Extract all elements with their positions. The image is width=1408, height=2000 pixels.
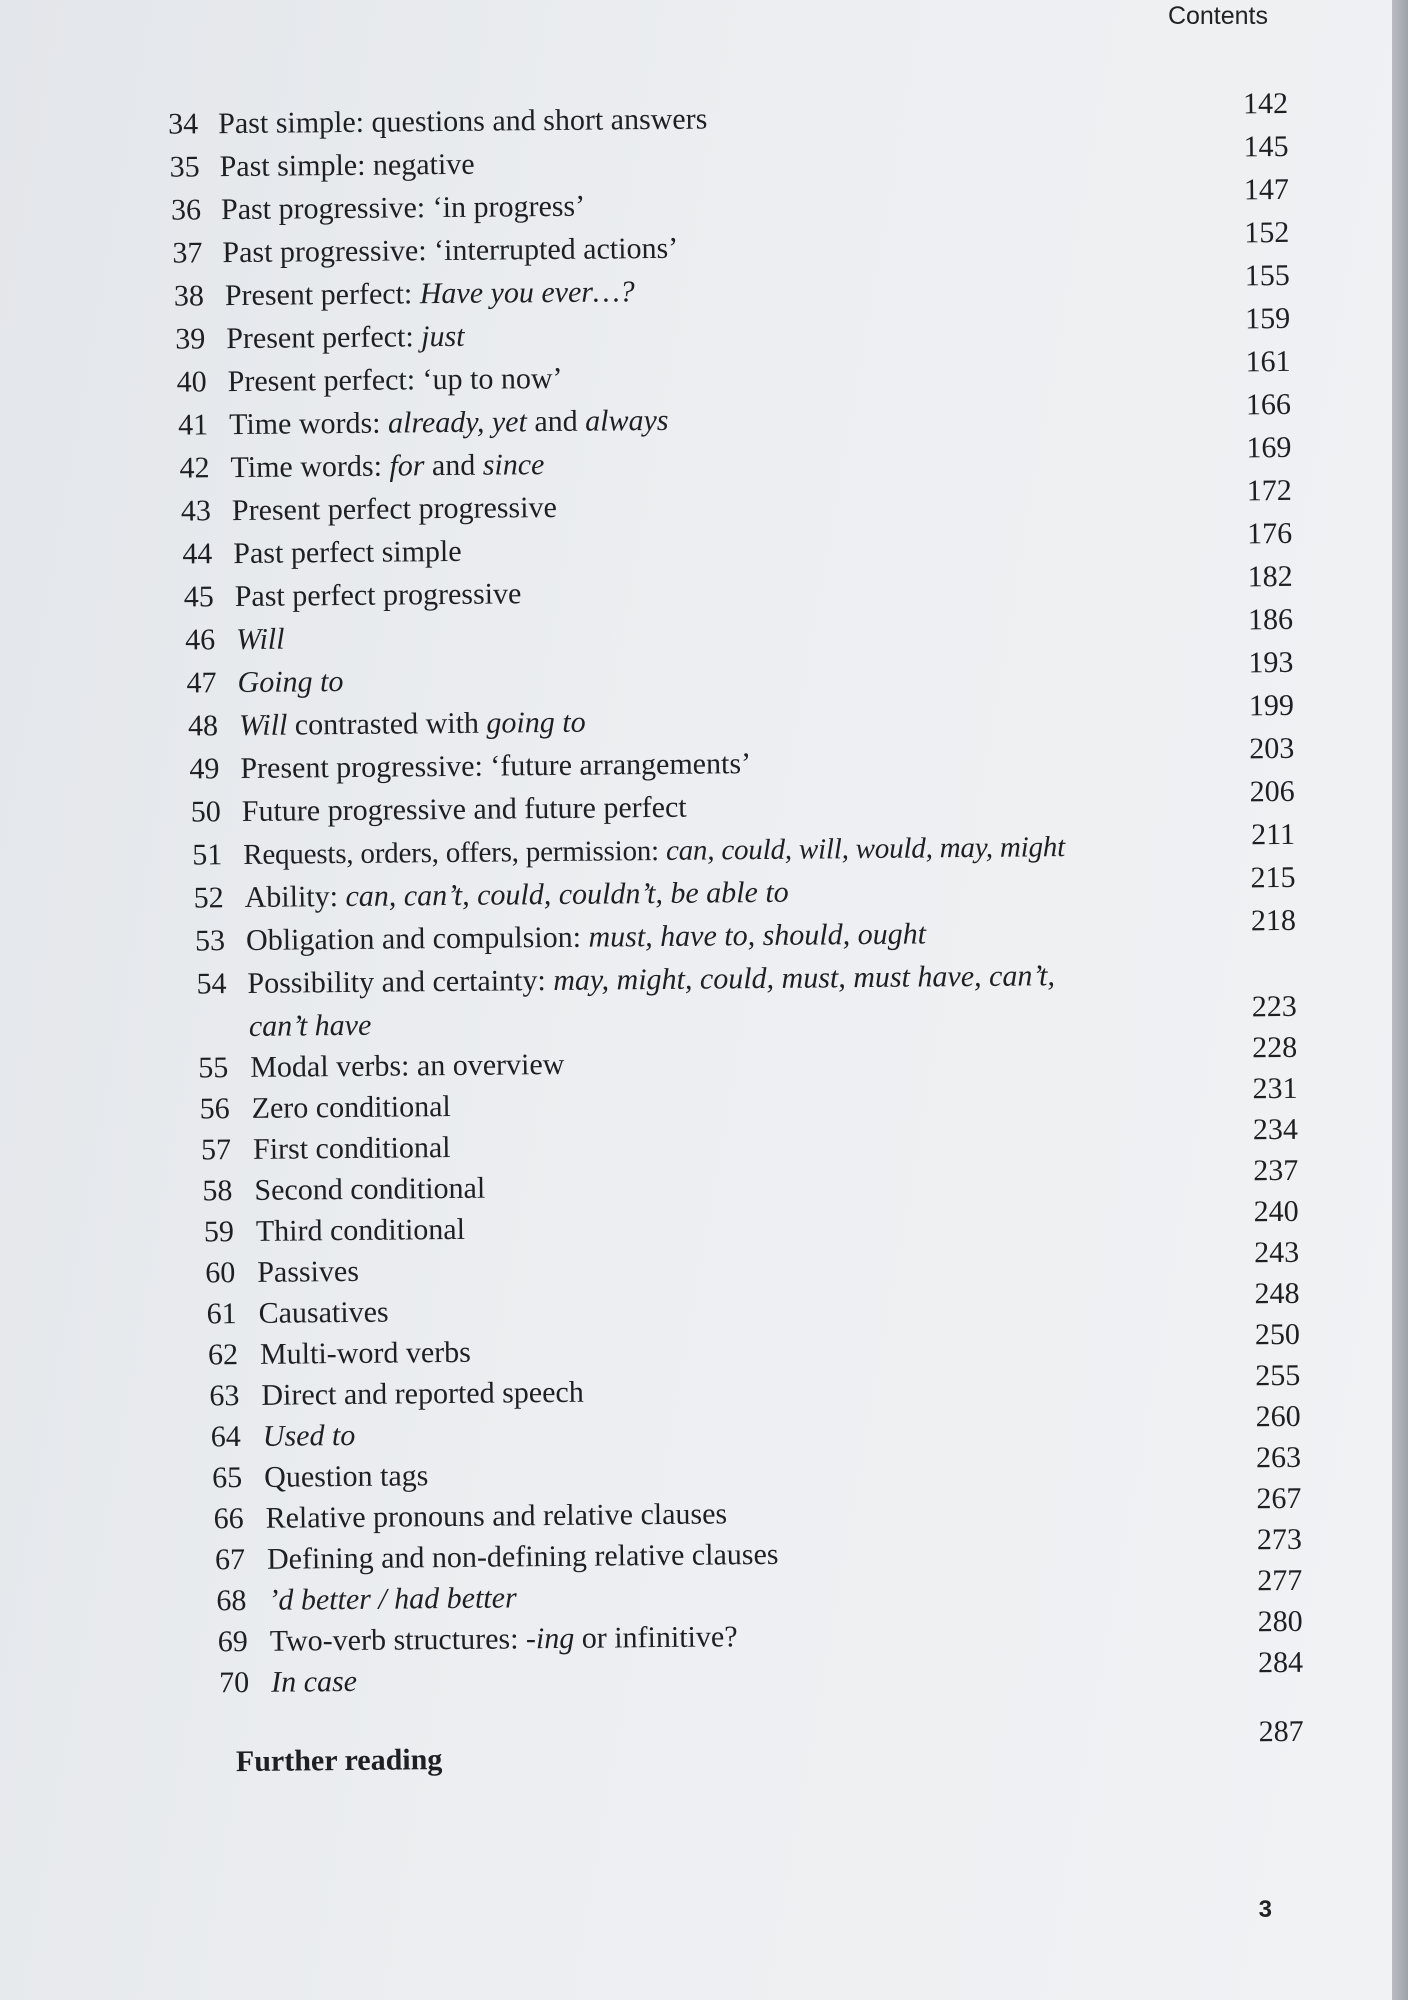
entry-page: 169 — [1246, 430, 1292, 465]
entry-number: 47 — [186, 666, 217, 700]
entry-title: Question tags — [264, 1459, 429, 1494]
toc-entry — [5, 559, 1397, 614]
entry-number: 51 — [192, 838, 223, 872]
entry-page: 243 — [1253, 1235, 1300, 1270]
entry-page: 250 — [1254, 1317, 1301, 1352]
entry-page: 159 — [1244, 301, 1291, 336]
entry-title: Second conditional — [254, 1171, 486, 1207]
entry-title: Causatives — [258, 1295, 389, 1330]
entry-page: 186 — [1247, 602, 1294, 637]
entry-title: Direct and reported speech — [261, 1375, 584, 1412]
entry-title: Requests, orders, offers, permission: can, could, will, would, may, might — [243, 831, 1066, 871]
table-of-contents — [0, 86, 1392, 1779]
entry-page: 145 — [1243, 129, 1289, 164]
toc-entry — [0, 86, 1392, 141]
entry-title: Defining and non-defining relative clauses — [266, 1537, 779, 1576]
entry-number: 45 — [183, 580, 214, 614]
toc-entry — [4, 516, 1396, 571]
entry-number: 52 — [193, 881, 224, 915]
entry-page: 240 — [1253, 1194, 1299, 1229]
entry-number: 64 — [210, 1420, 241, 1454]
entry-number: 58 — [202, 1174, 233, 1208]
entry-title: Obligation and compulsion: must, have to, should, ought — [245, 917, 927, 957]
entry-page: 166 — [1245, 387, 1292, 422]
entry-page: 223 — [1251, 989, 1297, 1024]
entry-page: 228 — [1251, 1030, 1298, 1065]
entry-page: 211 — [1251, 817, 1296, 852]
entry-title: Past progressive: ‘in progress’ — [220, 189, 586, 227]
entry-title: Possibility and certainty: may, might, could, must, must have, can’t, — [247, 959, 1056, 1000]
entry-number: 53 — [194, 924, 226, 958]
entry-title-line2: can’t have — [248, 1008, 372, 1043]
entry-title: First conditional — [252, 1131, 451, 1166]
entry-title: Past simple: questions and short answers — [218, 102, 708, 141]
entry-number: 35 — [169, 150, 200, 184]
entry-title: Time words: already, yet and always — [228, 403, 669, 442]
entry-page: 237 — [1253, 1153, 1299, 1188]
page-edge — [1392, 0, 1408, 2000]
entry-number: 42 — [179, 451, 210, 485]
entry-title-text: Present perfect: — [224, 277, 420, 313]
entry-title: Present perfect progressive — [231, 490, 557, 528]
entry-number: 50 — [190, 795, 221, 829]
entry-number: 62 — [207, 1338, 239, 1372]
further-reading-page: 287 — [1258, 1714, 1304, 1749]
entry-title: ’d better / had better — [268, 1581, 517, 1617]
entry-number: 68 — [216, 1583, 247, 1618]
entry-page: 215 — [1250, 860, 1296, 895]
toc-entry — [1, 172, 1393, 227]
entry-number: 55 — [198, 1051, 229, 1085]
toc-entry — [3, 387, 1395, 442]
page-number: 3 — [1258, 1896, 1272, 1923]
entry-number: 67 — [214, 1543, 246, 1577]
entry-page: 280 — [1257, 1604, 1303, 1639]
entry-number: 40 — [176, 365, 207, 399]
entry-page: 182 — [1247, 559, 1293, 594]
entry-title: Past perfect simple — [233, 534, 462, 571]
entry-page: 248 — [1254, 1276, 1300, 1311]
entry-page: 263 — [1255, 1440, 1302, 1475]
entry-title: Ability: can, can’t, could, couldn’t, be able to — [244, 875, 789, 914]
entry-title: Going to — [237, 665, 344, 700]
toc-entry — [2, 301, 1394, 356]
entry-title: Used to — [262, 1418, 356, 1453]
entry-number: 39 — [175, 322, 206, 356]
entry-page: 277 — [1257, 1563, 1303, 1598]
entry-title: Third conditional — [255, 1212, 466, 1248]
toc-entry — [0, 129, 1392, 184]
entry-title: Passives — [257, 1254, 360, 1289]
entry-title: Will — [236, 622, 285, 657]
entry-title: Two-verb structures: -ing or infinitive? — [269, 1620, 738, 1658]
further-reading-title: Further reading — [235, 1743, 443, 1779]
toc-entry — [1, 215, 1393, 270]
entry-number: 69 — [217, 1624, 248, 1659]
entry-number: 38 — [173, 279, 205, 313]
entry-number: 54 — [196, 967, 227, 1001]
entry-page: 155 — [1244, 258, 1290, 293]
entry-number: 41 — [177, 408, 209, 442]
entry-title: Future progressive and future perfect — [241, 790, 687, 828]
entry-page: 193 — [1248, 645, 1294, 680]
entry-title: Time words: for and since — [230, 448, 545, 485]
entry-number: 57 — [200, 1133, 232, 1167]
entry-page: 147 — [1243, 172, 1290, 207]
entry-title: Will contrasted with going to — [238, 705, 586, 743]
entry-page: 218 — [1250, 903, 1297, 938]
entry-title: Present perfect: just — [226, 319, 465, 356]
entry-title: Past progressive: ‘interrupted actions’ — [222, 231, 679, 270]
entry-number: 65 — [212, 1461, 243, 1495]
entry-number: 61 — [206, 1297, 237, 1331]
entry-page: 142 — [1242, 86, 1289, 121]
entry-title: Modal verbs: an overview — [250, 1047, 565, 1084]
entry-page: 161 — [1245, 344, 1291, 379]
entry-title: Past perfect progressive — [234, 577, 522, 614]
entry-page: 231 — [1252, 1071, 1298, 1106]
entry-title: Relative pronouns and relative clauses — [265, 1497, 728, 1535]
toc-entry — [2, 258, 1394, 313]
entry-page: 234 — [1252, 1112, 1299, 1147]
entry-number: 59 — [203, 1215, 235, 1249]
entry-number: 63 — [209, 1379, 240, 1413]
entry-number: 37 — [172, 236, 203, 270]
entry-title: Present perfect: ‘up to now’ — [227, 361, 563, 399]
toc-entry — [9, 1030, 1401, 1085]
entry-title: Zero conditional — [251, 1090, 451, 1125]
entry-title — [225, 274, 635, 314]
toc-entry-further-reading — [16, 1714, 1408, 1779]
toc-entry — [4, 473, 1396, 528]
entry-title: Past simple: negative — [219, 147, 475, 184]
entry-number: 70 — [219, 1665, 250, 1700]
entry-title-italic: Have you ever…? — [419, 275, 635, 311]
toc-entry — [3, 344, 1395, 399]
entry-page: 206 — [1249, 774, 1295, 809]
entry-title: Multi-word verbs — [259, 1335, 471, 1371]
entry-page: 172 — [1246, 473, 1292, 508]
entry-title: In case — [271, 1664, 358, 1699]
entry-number: 56 — [199, 1092, 230, 1126]
running-header: Contents — [1167, 2, 1268, 30]
entry-page: 260 — [1255, 1399, 1301, 1434]
entry-page: 284 — [1257, 1645, 1304, 1680]
entry-number: 43 — [180, 494, 212, 528]
entry-page: 255 — [1255, 1358, 1301, 1393]
entry-number: 34 — [168, 107, 199, 141]
entry-page: 152 — [1244, 215, 1290, 250]
entry-number: 44 — [182, 537, 213, 571]
entry-page: 199 — [1248, 688, 1295, 723]
entry-number: 49 — [189, 752, 220, 786]
entry-number: 66 — [213, 1502, 244, 1536]
entry-page: 176 — [1247, 516, 1293, 551]
entry-page: 267 — [1256, 1481, 1302, 1516]
entry-number: 46 — [185, 623, 216, 657]
entry-page: 273 — [1256, 1522, 1303, 1557]
entry-number: 48 — [187, 709, 219, 743]
entry-title: Present progressive: ‘future arrangements’ — [240, 747, 752, 786]
toc-entry — [3, 430, 1395, 485]
entry-number: 60 — [205, 1256, 236, 1290]
entry-number: 36 — [170, 193, 202, 227]
entry-page: 203 — [1249, 731, 1295, 766]
